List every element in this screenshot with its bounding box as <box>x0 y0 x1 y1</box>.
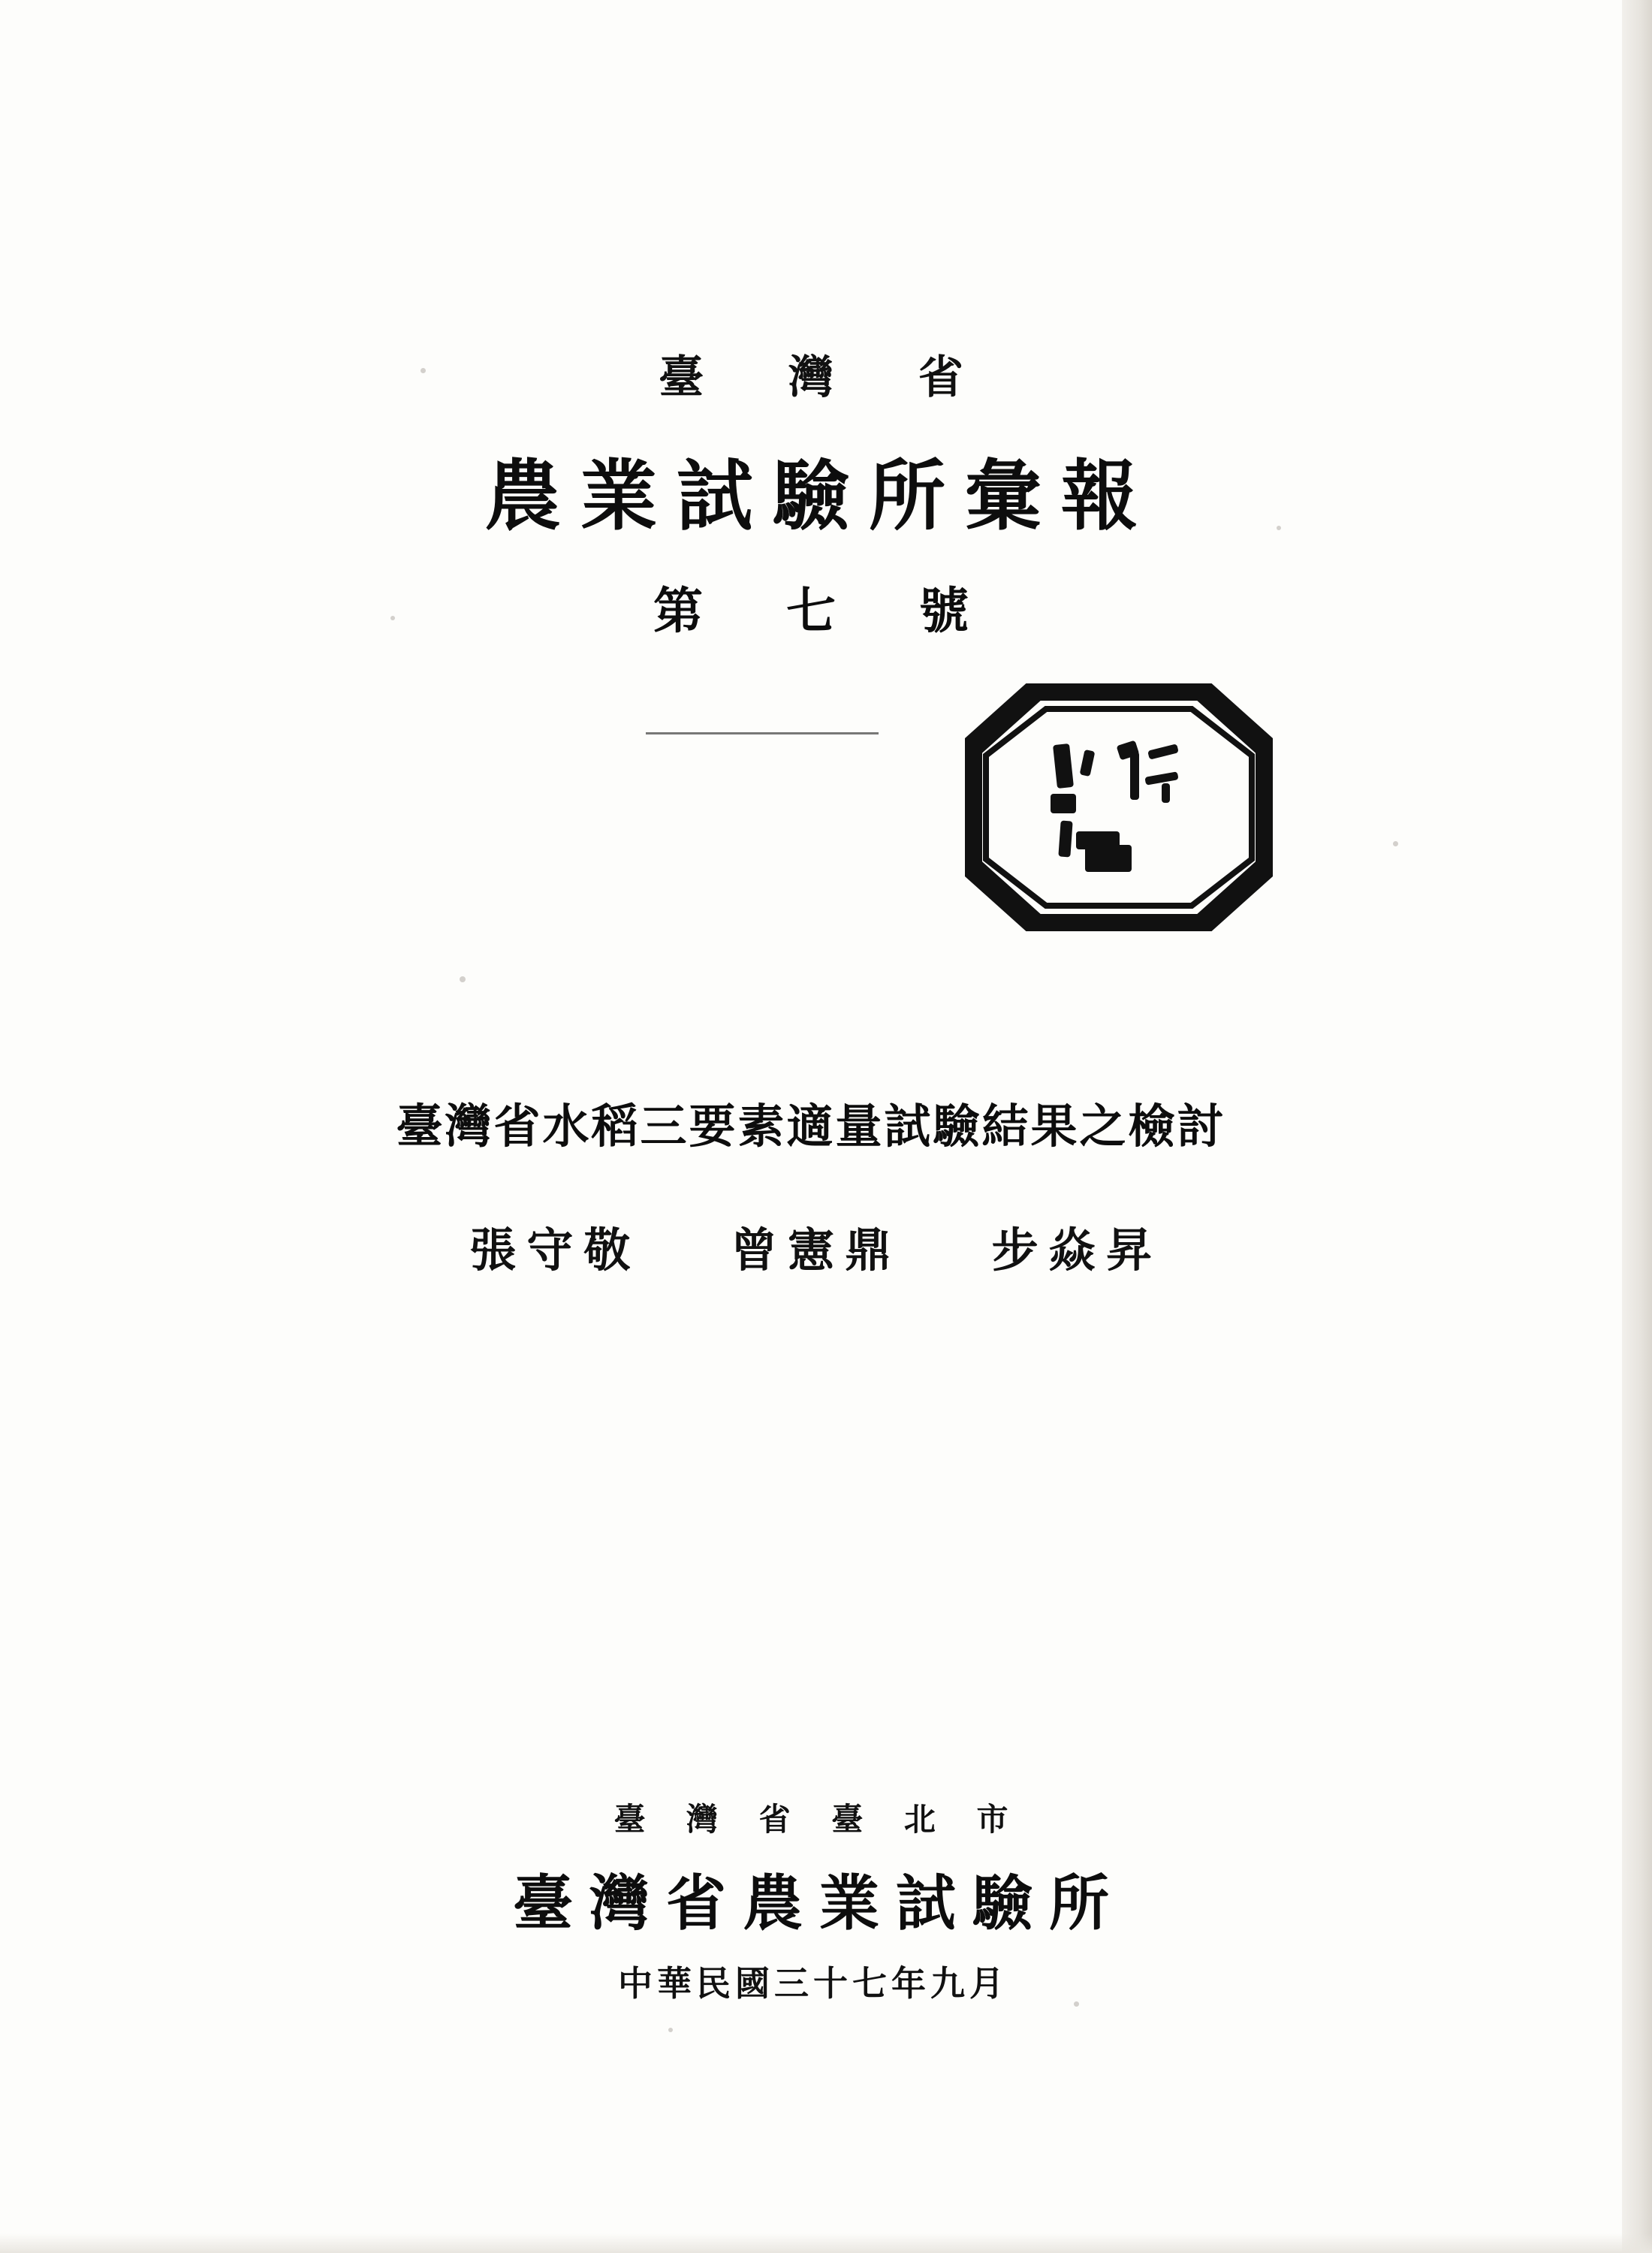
page-edge-shadow-right <box>1622 0 1652 2253</box>
scan-speck <box>1393 841 1398 846</box>
author-name: 曾憲鼎 <box>730 1223 902 1277</box>
author-name: 步焱昇 <box>991 1223 1163 1277</box>
journal-title: 農業試驗所彙報 <box>484 451 1157 541</box>
author-name: 張守敬 <box>469 1223 641 1277</box>
scan-speck <box>668 2028 673 2032</box>
article-title: 臺灣省水稻三要素適量試驗結果之檢討 <box>396 1099 1226 1154</box>
library-stamp <box>965 683 1273 931</box>
imprint-city: 臺 灣 省 臺 北 市 <box>613 1801 1023 1838</box>
issuer-line: 臺 灣 省 <box>659 351 998 404</box>
imprint-date: 中華民國三十七年九月 <box>618 1963 1008 2004</box>
author-list <box>173 1213 1449 1280</box>
octagon-stamp-icon <box>965 683 1273 931</box>
masthead-divider-rule <box>646 732 879 734</box>
scan-speck <box>460 976 466 982</box>
issue-number: 第 七 號 <box>653 581 1002 640</box>
imprint-publisher: 臺灣省農業試驗所 <box>513 1868 1126 1938</box>
